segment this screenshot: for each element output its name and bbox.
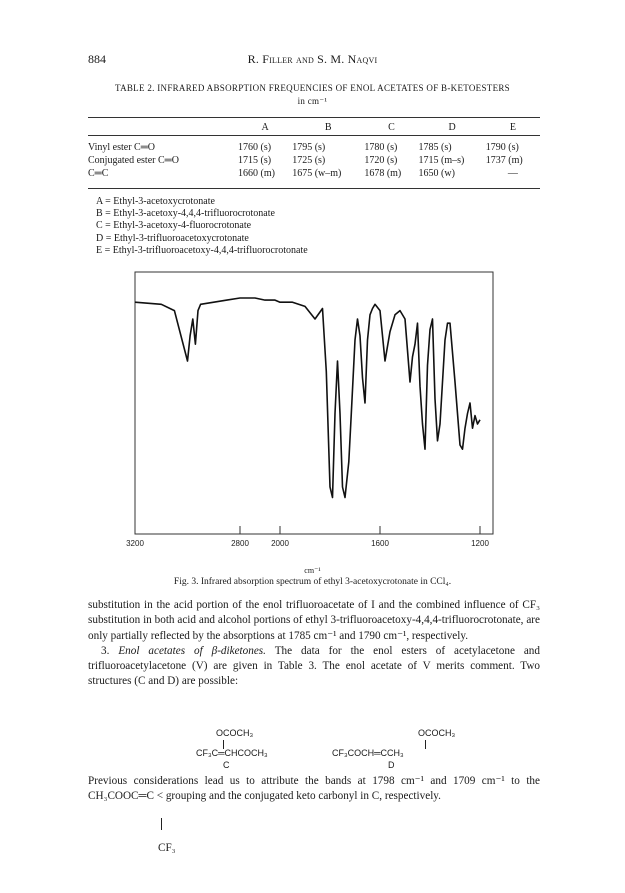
- x-axis-tick-labels: [126, 539, 489, 548]
- legend-entry: B = Ethyl-3-acetoxy-4,4,4-trifluorocrotonate: [96, 208, 275, 220]
- table-cell: 1660 (m): [238, 168, 275, 179]
- table-cell: 1785 (s): [418, 142, 452, 153]
- structure-d-bond: [425, 740, 426, 749]
- table-cell: 1650 (w): [418, 168, 455, 179]
- x-axis-unit: cm⁻¹: [304, 566, 321, 575]
- table-row: [88, 135, 540, 154]
- table-cell: 1790 (s): [485, 142, 519, 153]
- table-cell: 1715 (s): [238, 155, 272, 166]
- x-axis-tick-label: 1200: [471, 539, 489, 548]
- table-header-cell: D: [448, 122, 456, 133]
- page-number: 884: [88, 52, 106, 66]
- body-text: [88, 598, 540, 690]
- x-axis-tick-label: 3200: [126, 539, 144, 548]
- body-text-continued: [88, 774, 540, 805]
- table-caption-line1: TABLE 2. INFRARED ABSORPTION FREQUENCIES OF ENOL ACETATES OF Β-KETOESTERS: [115, 83, 510, 93]
- table-caption-line2: in cm⁻¹: [297, 96, 328, 106]
- table-header-cell: E: [509, 122, 516, 133]
- table-row-label: Conjugated ester C═O: [88, 155, 179, 166]
- table-cell: 1720 (s): [364, 155, 398, 166]
- spectrum-series-line: [135, 298, 480, 498]
- table-row-label: Vinyl ester C═O: [88, 142, 156, 153]
- table-cell: 1780 (s): [364, 142, 398, 153]
- running-head: [0, 52, 625, 67]
- structure-c-formula: CF₃C═CHCOCH₃: [196, 748, 268, 758]
- table-cell: 1725 (s): [292, 155, 326, 166]
- chart-frame: [135, 272, 493, 534]
- table-header-blank: [88, 120, 238, 135]
- legend-entry: E = Ethyl-3-trifluoroacetoxy-4,4,4-trifluorocrotonate: [96, 244, 308, 256]
- table-header-row: [88, 120, 540, 135]
- x-axis-tick-label: 2000: [271, 539, 289, 548]
- table-cell: 1760 (s): [238, 142, 272, 153]
- cf3-bond: [161, 818, 162, 830]
- legend-entry: A = Ethyl-3-acetoxycrotonate: [96, 196, 215, 207]
- paragraph-1: substitution in the acid portion of the enol trifluoroacetate of I and the combined influence of CF₃ substitution in both acid and alcohol portions of ethyl 3-trifluoroacetoxy-4,4,4-trifluorocrotonate, are only partially reflected by the absorptions at 1785 cm⁻¹ and 1790 cm⁻¹, respectively.: [88, 599, 540, 642]
- table-cell: 1737 (m): [485, 155, 523, 166]
- running-head-authors: R. Filler and S. M. Naqvi: [247, 52, 378, 66]
- table-caption: [80, 82, 545, 108]
- table-cell: 1715 (m–s): [418, 155, 465, 166]
- paragraph-3: Previous considerations lead us to attribute the bands at 1798 cm⁻¹ and 1709 cm⁻¹ to the CH₃COOC═C < grouping and the conjugated keto carbonyl in C, respectively.: [88, 775, 540, 803]
- table-top-rule: [88, 117, 540, 118]
- table-cell: 1678 (m): [364, 168, 402, 179]
- table-cell: —: [507, 168, 518, 179]
- paragraph-2-rest: The data for the enol esters of acetylacetone and trifluoroacetylacetone (V) are given in Table 3. The enol acetate of V merits comment. Two structures (C and D) are possible:: [88, 644, 540, 688]
- table-row: [88, 167, 540, 180]
- legend-entry: D = Ethyl-3-trifluoroacetoxycrotonate: [96, 232, 249, 244]
- structure-d-substituent: OCOCH₃: [418, 728, 456, 738]
- table-row: [88, 154, 540, 167]
- figure-caption: Fig. 3. Infrared absorption spectrum of ethyl 3-acetoxycrotonate in CCl₄.: [173, 577, 452, 587]
- paragraph-2-lead: 3.: [101, 644, 119, 657]
- paragraph-2-title: Enol acetates of β-diketones.: [118, 644, 266, 657]
- table-cell: 1675 (w–m): [292, 168, 342, 179]
- structure-c-substituent: OCOCH₃: [216, 728, 254, 738]
- structure-d-label: D: [388, 760, 395, 770]
- table-header-cell: B: [324, 122, 332, 133]
- table-row-label: C═C: [88, 168, 109, 179]
- structure-c-label: C: [223, 760, 230, 770]
- ir-frequency-table: [88, 120, 540, 180]
- ir-spectrum-chart: [125, 270, 505, 566]
- cf3-substituent: CF₃: [158, 842, 176, 854]
- paragraph-2: [88, 644, 540, 690]
- table-header-cell: A: [261, 122, 269, 133]
- table-header-cell: C: [388, 122, 395, 133]
- legend-entry: C = Ethyl-3-acetoxy-4-fluorocrotonate: [96, 220, 252, 232]
- table-cell: 1795 (s): [292, 142, 326, 153]
- x-axis-ticks: [135, 526, 480, 534]
- table-legend: [96, 196, 308, 257]
- x-axis-tick-label: 1600: [371, 539, 389, 548]
- table-bottom-rule: [88, 188, 540, 189]
- x-axis-tick-label: 2800: [231, 539, 249, 548]
- structure-d-formula: CF₃COCH═CCH₃: [332, 748, 404, 758]
